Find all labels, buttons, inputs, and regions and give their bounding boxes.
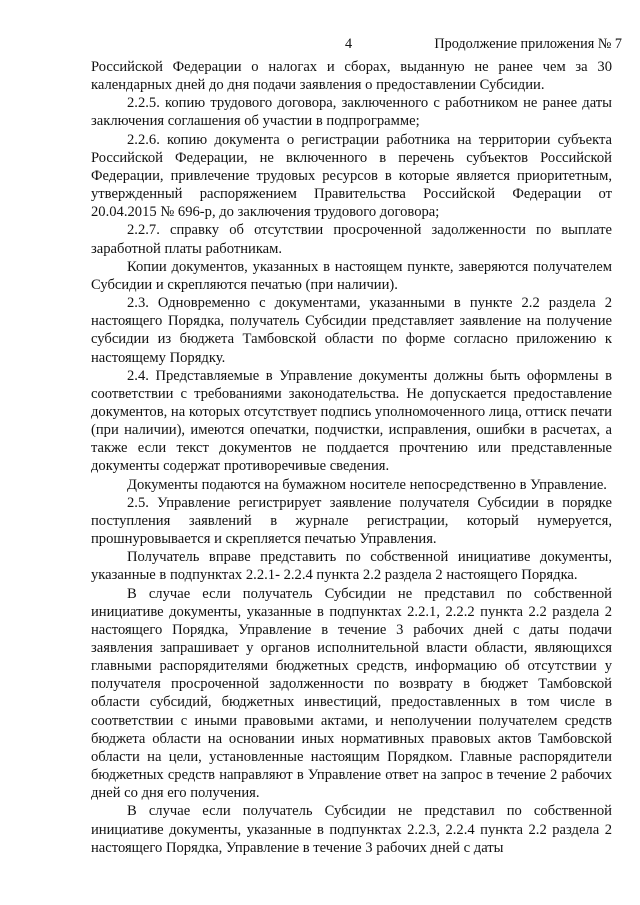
paragraph: 2.4. Представляемые в Управление документы должны быть оформлены в соответствии с требованиями законодательства. Не допускается предоставление документов, на которых отсутствует подпись уполномоченного лица, оттиск печати (при наличии), имеются опечатки, подчистки, исправления, ошибки в расчетах, а также если текст документов не поддается прочтению или представленные документы содержат противоречивые сведения. bbox=[91, 367, 612, 475]
paragraph: В случае если получатель Субсидии не представил по собственной инициативе документы, указанные в подпунктах 2.2.3, 2.2.4 пункта 2.2 раздела 2 настоящего Порядка, Управление в течение 3 рабочих дней с даты bbox=[91, 803, 612, 856]
page-header bbox=[0, 36, 640, 56]
paragraph: Получатель вправе представить по собственной инициативе документы, указанные в подпунктах 2.2.1- 2.2.4 пункта 2.2 раздела 2 настоящего Порядка. bbox=[91, 549, 612, 584]
paragraph: Документы подаются на бумажном носителе непосредственно в Управление. bbox=[127, 476, 607, 493]
paragraph: 2.3. Одновременно с документами, указанными в пункте 2.2 раздела 2 настоящего Порядка, получатель Субсидии представляет заявление на получение субсидии из бюджета Тамбовской области по форме согласно приложению к настоящему Порядку. bbox=[91, 295, 612, 366]
paragraph: Российской Федерации о налогах и сборах, выданную не ранее чем за 30 календарных дней до дня подачи заявления о предоставлении Субсидии. bbox=[91, 59, 612, 94]
paragraph: 2.2.7. справку об отсутствии просроченной задолженности по выплате заработной платы работникам. bbox=[91, 222, 612, 257]
document-body bbox=[91, 58, 612, 857]
paragraph: 2.5. Управление регистрирует заявление получателя Субсидии в порядке поступления заявлений в журнале регистрации, который нумеруется, прошнуровывается и скрепляется печатью Управления. bbox=[91, 494, 612, 548]
page-number: 4 bbox=[345, 36, 353, 52]
paragraph: 2.2.5. копию трудового договора, заключенного с работником не ранее даты заключения соглашения об участии в подпрограмме; bbox=[91, 95, 612, 130]
paragraph: Копии документов, указанных в настоящем пункте, заверяются получателем Субсидии и скрепляются печатью (при наличии). bbox=[91, 258, 612, 293]
paragraph: В случае если получатель Субсидии не представил по собственной инициативе документы, указанные в подпунктах 2.2.1, 2.2.2 пункта 2.2 раздела 2 настоящего Порядка, Управление в течение 3 рабочих дней с даты подачи заявления запрашивает у органов исполнительной власти области, являющихся главными распорядителями бюджетных средств, информацию об отсутствии у получателя просроченной задолженности по возврату в бюджет Тамбовской области субсидий, бюджетных инвестиций, предоставленных в том числе в соответствии с иными правовыми актами, и неполучении получателем средств бюджета области на основании иных нормативных правовых актов Тамбовской области на цели, установленные настоящим Порядком. Главные распорядители бюджетных средств направляют в Управление ответ на запрос в течение 2 рабочих дней со дня его получения. bbox=[91, 585, 612, 802]
paragraph: 2.2.6. копию документа о регистрации работника на территории субъекта Российской Федерации, не включенного в перечень субъектов Российской Федерации, привлечение трудовых ресурсов в которые является приоритетным, утвержденный распоряжением Правительства Российской Федерации от 20.04.2015 № 696-р, до заключения трудового договора; bbox=[91, 131, 612, 221]
appendix-continuation-note: Продолжение приложения № 7 bbox=[434, 36, 622, 52]
